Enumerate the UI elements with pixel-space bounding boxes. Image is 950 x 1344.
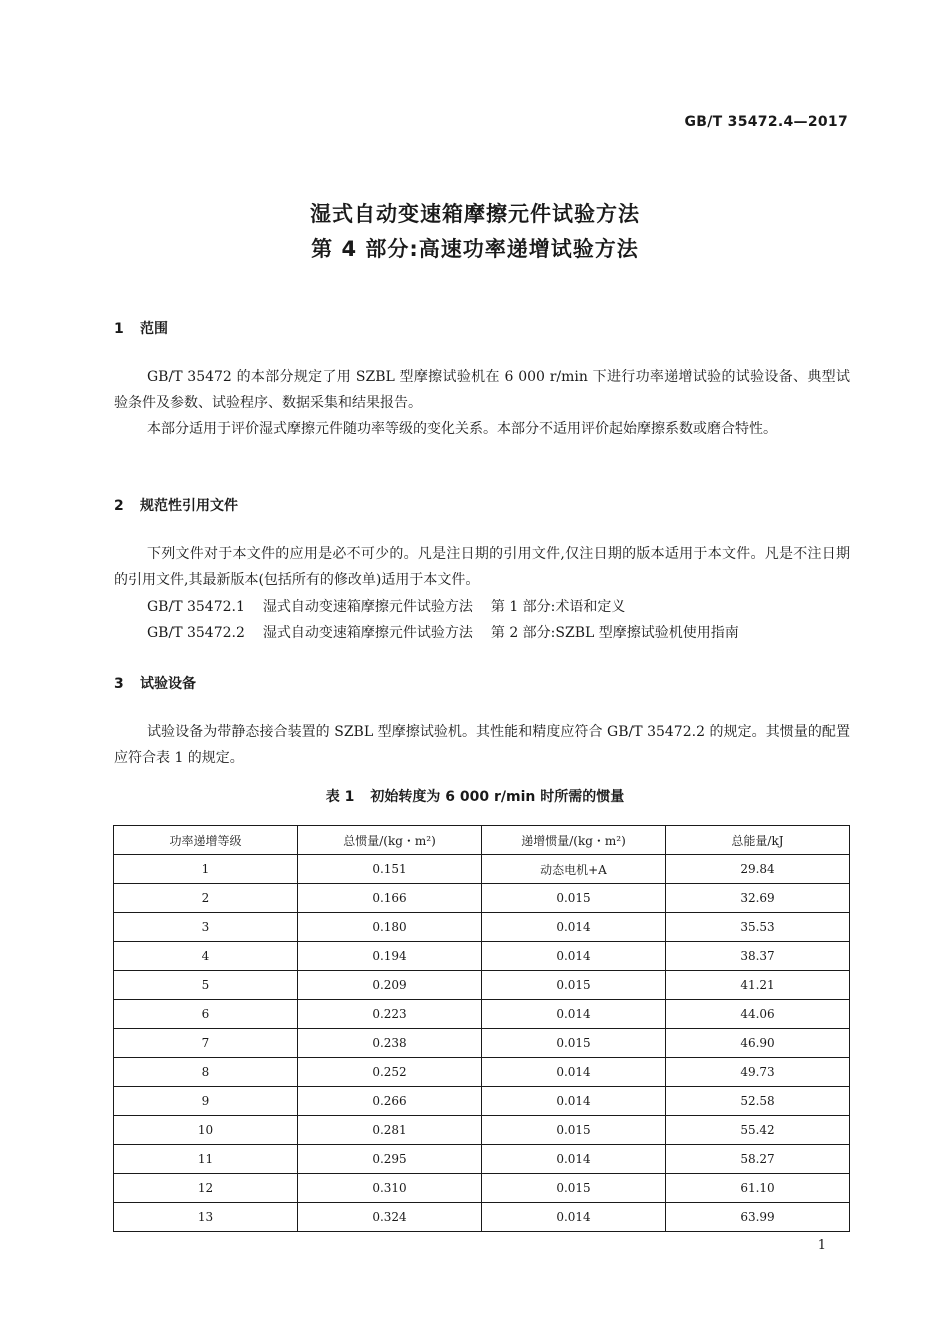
- table-cell: 35.53: [666, 913, 850, 942]
- table-cell: 49.73: [666, 1058, 850, 1087]
- table-cell: 3: [114, 913, 298, 942]
- standard-code: GB/T 35472.4—2017: [684, 114, 848, 130]
- table-cell: 7: [114, 1029, 298, 1058]
- paragraph: 试验设备为带静态接合装置的 SZBL 型摩擦试验机。其性能和精度应符合 GB/T 35472.2 的规定。其惯量的配置应符合表 1 的规定。: [114, 724, 850, 766]
- column-header: 递增惯量/(kg・m²): [482, 826, 666, 855]
- table-cell: 10: [114, 1116, 298, 1145]
- section-heading-normative-references: [114, 495, 238, 515]
- table-cell: 13: [114, 1203, 298, 1232]
- table-cell: 0.281: [298, 1116, 482, 1145]
- reference-item: [147, 596, 625, 616]
- table-cell: 0.014: [482, 913, 666, 942]
- table-row: [114, 1203, 850, 1232]
- table-row: [114, 913, 850, 942]
- table-cell: 63.99: [666, 1203, 850, 1232]
- section-title: 试验设备: [140, 676, 196, 692]
- table-cell: 0.266: [298, 1087, 482, 1116]
- table-cell: 0.252: [298, 1058, 482, 1087]
- reference-part: 第 1 部分:术语和定义: [490, 599, 626, 615]
- reference-name: 湿式自动变速箱摩擦元件试验方法: [262, 625, 473, 641]
- reference-code: GB/T 35472.1: [147, 599, 245, 615]
- paragraph: 下列文件对于本文件的应用是必不可少的。凡是注日期的引用文件,仅注日期的版本适用于本文件。凡是不注日期的引用文件,其最新版本(包括所有的修改单)适用于本文件。: [114, 546, 850, 588]
- table-cell: 0.014: [482, 1058, 666, 1087]
- table-cell: 2: [114, 884, 298, 913]
- table-cell: 0.014: [482, 1203, 666, 1232]
- section-title: 范围: [140, 321, 168, 337]
- table-cell: 44.06: [666, 1000, 850, 1029]
- table-cell: 0.015: [482, 884, 666, 913]
- column-header: 总能量/kJ: [666, 826, 850, 855]
- table-cell: 38.37: [666, 942, 850, 971]
- table-cell: 0.015: [482, 1116, 666, 1145]
- table-cell: 0.014: [482, 1087, 666, 1116]
- inertia-table: [113, 825, 850, 1232]
- reference-part: 第 2 部分:SZBL 型摩擦试验机使用指南: [490, 625, 739, 641]
- table-cell: 1: [114, 855, 298, 884]
- table-cell: 55.42: [666, 1116, 850, 1145]
- section-number: 1: [114, 321, 124, 337]
- paragraph: GB/T 35472 的本部分规定了用 SZBL 型摩擦试验机在 6 000 r/min 下进行功率递增试验的试验设备、典型试验条件及参数、试验程序、数据采集和结果报告。: [114, 369, 850, 411]
- table-cell: 0.295: [298, 1145, 482, 1174]
- table-cell: 6: [114, 1000, 298, 1029]
- column-header: 功率递增等级: [114, 826, 298, 855]
- table-cell: 9: [114, 1087, 298, 1116]
- table-cell: 32.69: [666, 884, 850, 913]
- table-cell: 52.58: [666, 1087, 850, 1116]
- reference-code: GB/T 35472.2: [147, 625, 245, 641]
- table-row: [114, 1174, 850, 1203]
- table-cell: 61.10: [666, 1174, 850, 1203]
- table-cell: 58.27: [666, 1145, 850, 1174]
- table-cell: 41.21: [666, 971, 850, 1000]
- reference-item: [147, 622, 739, 642]
- section-heading-scope: [114, 318, 168, 338]
- table-cell: 29.84: [666, 855, 850, 884]
- table-cell: 0.015: [482, 1029, 666, 1058]
- table-cell: 0.015: [482, 971, 666, 1000]
- table-row: [114, 855, 850, 884]
- table-cell: 0.014: [482, 1145, 666, 1174]
- table-row: [114, 1087, 850, 1116]
- section-number: 3: [114, 676, 124, 692]
- table-cell: 12: [114, 1174, 298, 1203]
- table-cell: 0.194: [298, 942, 482, 971]
- table-cell: 11: [114, 1145, 298, 1174]
- table-header-row: [114, 826, 850, 855]
- table-cell: 0.166: [298, 884, 482, 913]
- table-row: [114, 1029, 850, 1058]
- table-cell: 8: [114, 1058, 298, 1087]
- table-cell: 0.238: [298, 1029, 482, 1058]
- document-subtitle: 第 4 部分:高速功率递增试验方法: [311, 237, 639, 261]
- table-cell: 0.180: [298, 913, 482, 942]
- table-row: [114, 1116, 850, 1145]
- table-caption: [0, 786, 950, 806]
- table-row: [114, 1058, 850, 1087]
- table-cell: 5: [114, 971, 298, 1000]
- table-cell: 46.90: [666, 1029, 850, 1058]
- table-cell: 0.324: [298, 1203, 482, 1232]
- table-label: 表 1: [325, 789, 355, 805]
- table-cell: 0.015: [482, 1174, 666, 1203]
- table-caption-text: 初始转度为 6 000 r/min 时所需的惯量: [370, 789, 625, 805]
- paragraph: 本部分适用于评价湿式摩擦元件随功率等级的变化关系。本部分不适用评价起始摩擦系数或磨合特性。: [147, 421, 777, 437]
- table-cell: 0.310: [298, 1174, 482, 1203]
- document-title: 湿式自动变速箱摩擦元件试验方法: [310, 202, 640, 226]
- page-number: 1: [817, 1238, 826, 1253]
- table-cell: 动态电机+A: [482, 855, 666, 884]
- table-row: [114, 1145, 850, 1174]
- table-row: [114, 884, 850, 913]
- reference-name: 湿式自动变速箱摩擦元件试验方法: [262, 599, 473, 615]
- table-cell: 4: [114, 942, 298, 971]
- section-title: 规范性引用文件: [140, 498, 238, 514]
- column-header: 总惯量/(kg・m²): [298, 826, 482, 855]
- table-row: [114, 1000, 850, 1029]
- table-cell: 0.014: [482, 942, 666, 971]
- section-heading-test-equipment: [114, 673, 196, 693]
- table-row: [114, 942, 850, 971]
- table-body: [114, 855, 850, 1232]
- section-number: 2: [114, 498, 124, 514]
- table-cell: 0.223: [298, 1000, 482, 1029]
- table-cell: 0.014: [482, 1000, 666, 1029]
- table-cell: 0.151: [298, 855, 482, 884]
- table-cell: 0.209: [298, 971, 482, 1000]
- table-row: [114, 971, 850, 1000]
